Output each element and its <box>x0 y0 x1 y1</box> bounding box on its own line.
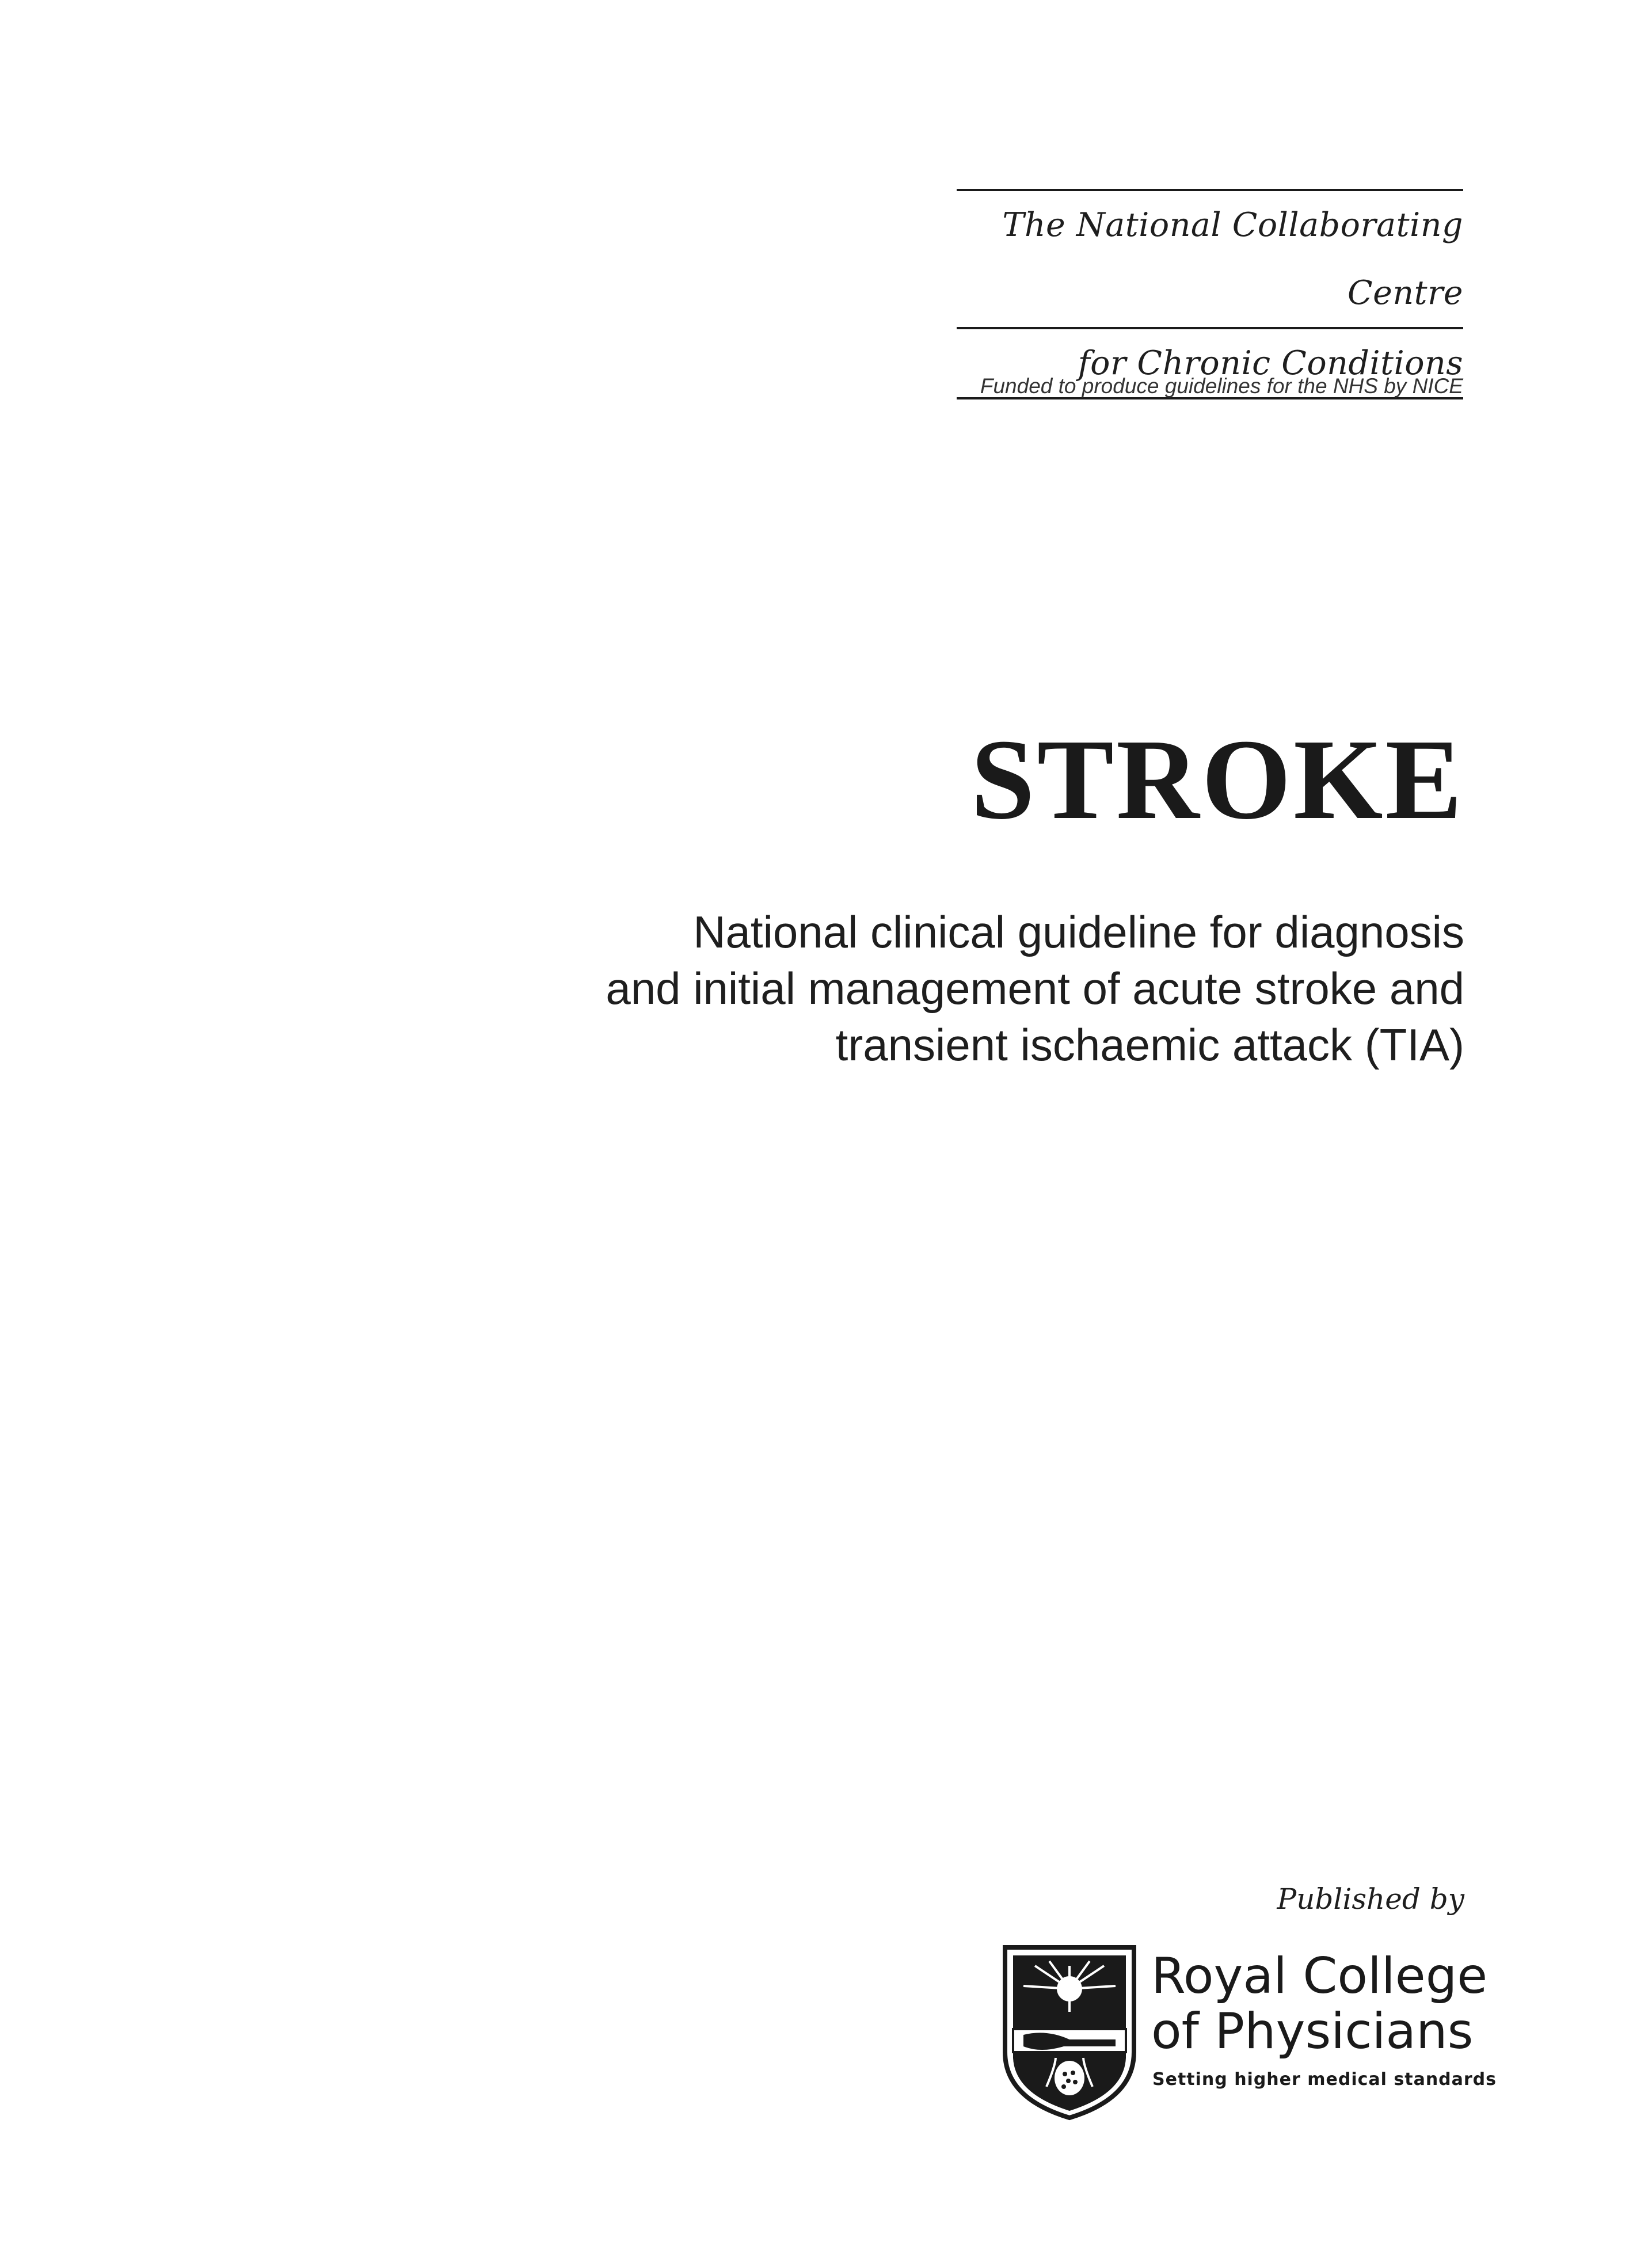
subtitle <box>486 904 1464 1073</box>
rcp-name-line-2: of Physicians <box>1151 2003 1474 2060</box>
org-name-line-1: The National Collaborating Centre <box>1002 206 1463 312</box>
rcp-name <box>1151 1949 1487 2059</box>
rcp-crest-icon <box>1000 1943 1139 2121</box>
subtitle-line-2: and initial management of acute stroke and <box>606 963 1464 1014</box>
subtitle-line-3: transient ischaemic attack (TIA) <box>835 1019 1464 1070</box>
rcp-logo <box>1000 1943 1497 2121</box>
page-title: STROKE <box>970 716 1464 843</box>
funding-note: Funded to produce guidelines for the NHS by NICE <box>980 374 1463 398</box>
published-by-label: Published by <box>1277 1882 1464 1916</box>
org-name-line-2: for Chronic Conditions <box>1078 344 1463 382</box>
rcp-tagline: Setting higher medical standards <box>1152 2069 1497 2090</box>
subtitle-line-1: National clinical guideline for diagnosis <box>693 907 1464 957</box>
header-block <box>957 189 1463 399</box>
rcp-name-line-1: Royal College <box>1151 1947 1488 2005</box>
